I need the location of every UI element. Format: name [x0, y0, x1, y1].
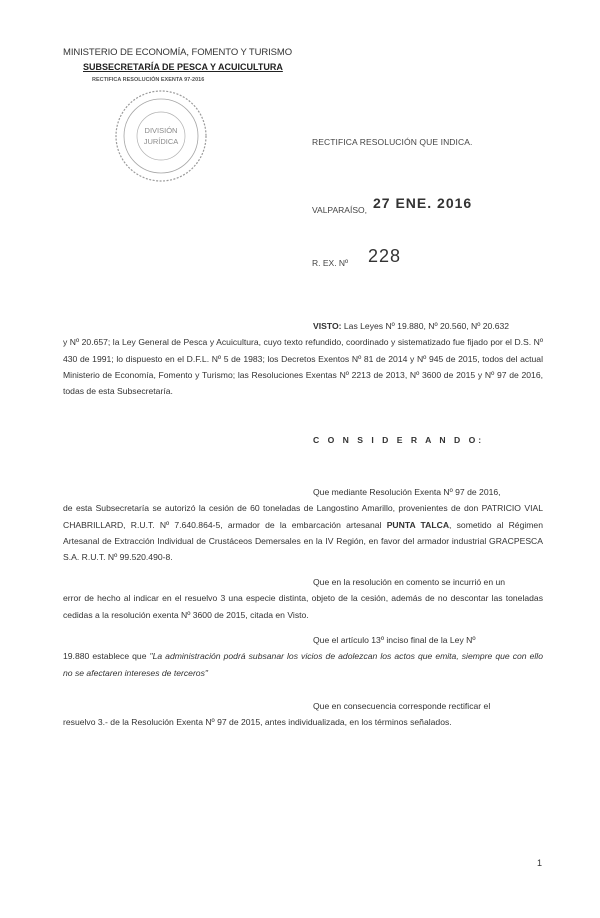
- visto-paragraph: [63, 318, 543, 399]
- stamped-date: 27 ENE. 2016: [373, 195, 473, 211]
- place-label: VALPARAÍSO,: [312, 205, 367, 215]
- considerando-4-first: Que en consecuencia corresponde rectificar el: [313, 701, 491, 711]
- document-subject: RECTIFICA RESOLUCIÓN QUE INDICA.: [312, 137, 473, 147]
- seal-line-1: DIVISIÓN: [144, 126, 178, 135]
- page-number: 1: [537, 858, 543, 868]
- vessel-name: PUNTA TALCA: [386, 519, 450, 530]
- considerando-1-body-b: , sometido al Régimen Artesanal de Extracción Individual de Crustáceos Demersales en la IV Región, en favor del armador industrial GRACPESCA S.A. R.U.T. Nº 99.520.490-8.: [63, 519, 543, 563]
- visto-body: y Nº 20.657; la Ley General de Pesca y Acuicultura, cuyo texto refundido, coordinado y sistematizado fue fijado por el D.S. Nº 430 de 1991; lo dispuesto en el D.F.L. Nº 5 de 1983; los Decretos Exentos Nº 81 de 2014 y Nº 945 de 2015, todos del actual Ministerio de Economía, Fomento y Turismo; las Resoluciones Exentas Nº 2213 de 2013, Nº 3600 de 2015 y Nº 97 de 2016, todas de esta Subsecretaría.: [63, 337, 543, 397]
- considerando-1-body-a: de esta Subsecretaría se autorizó la cesión de 60 toneladas de Langostino Amarillo, provenientes de don PATRICIO VIAL CHABRILLARD, R.U.T. Nº 7.640.864-5, armador de la embarcación artesanal: [63, 503, 543, 530]
- considerando-1: [63, 484, 543, 565]
- official-stamp-seal-icon: [113, 88, 209, 184]
- subsecretaria-name: SUBSECRETARÍA DE PESCA Y ACUICULTURA: [83, 62, 283, 72]
- visto-first-line: [63, 318, 543, 334]
- legal-quote: "La administración podrá subsanar los vicios de adolezcan los actos que emita, siempre que con ello no se afectaren intereses de terceros": [63, 651, 543, 678]
- considerando-2: [63, 574, 543, 623]
- considerando-2-body: error de hecho al indicar en el resuelvo 3 una especie distinta, objeto de la cesión, además de no descontar las toneladas cedidas a la resolución exenta Nº 3600 de 2015, citada en Visto.: [63, 593, 543, 620]
- considerando-2-first: Que en la resolución en comento se incurrió en un: [313, 577, 506, 587]
- visto-label: VISTO:: [313, 321, 342, 331]
- considerando-3-first: Que el artículo 13º inciso final de la Ley Nº: [313, 635, 476, 645]
- considerando-3: [63, 632, 543, 681]
- considerando-4-body: resuelvo 3.- de la Resolución Exenta Nº 97 de 2015, antes individualizada, en los términos señalados.: [63, 717, 452, 728]
- ministry-name: MINISTERIO DE ECONOMÍA, FOMENTO Y TURISMO: [63, 47, 293, 58]
- considerando-3-body: 19.880 establece que: [63, 651, 150, 662]
- resolution-label: R. EX. Nº: [312, 258, 349, 268]
- considerando-1-first: Que mediante Resolución Exenta Nº 97 de 2016,: [313, 487, 501, 497]
- visto-first-text: Las Leyes Nº 19.880, Nº 20.560, Nº 20.632: [343, 321, 510, 331]
- considerando-4: [63, 698, 543, 731]
- considerando-heading: C O N S I D E R A N D O:: [313, 435, 485, 445]
- reference-line: RECTIFICA RESOLUCIÓN EXENTA 97-2016: [92, 77, 205, 83]
- seal-line-2: JURÍDICA: [143, 137, 179, 146]
- resolution-number: 228: [368, 246, 402, 266]
